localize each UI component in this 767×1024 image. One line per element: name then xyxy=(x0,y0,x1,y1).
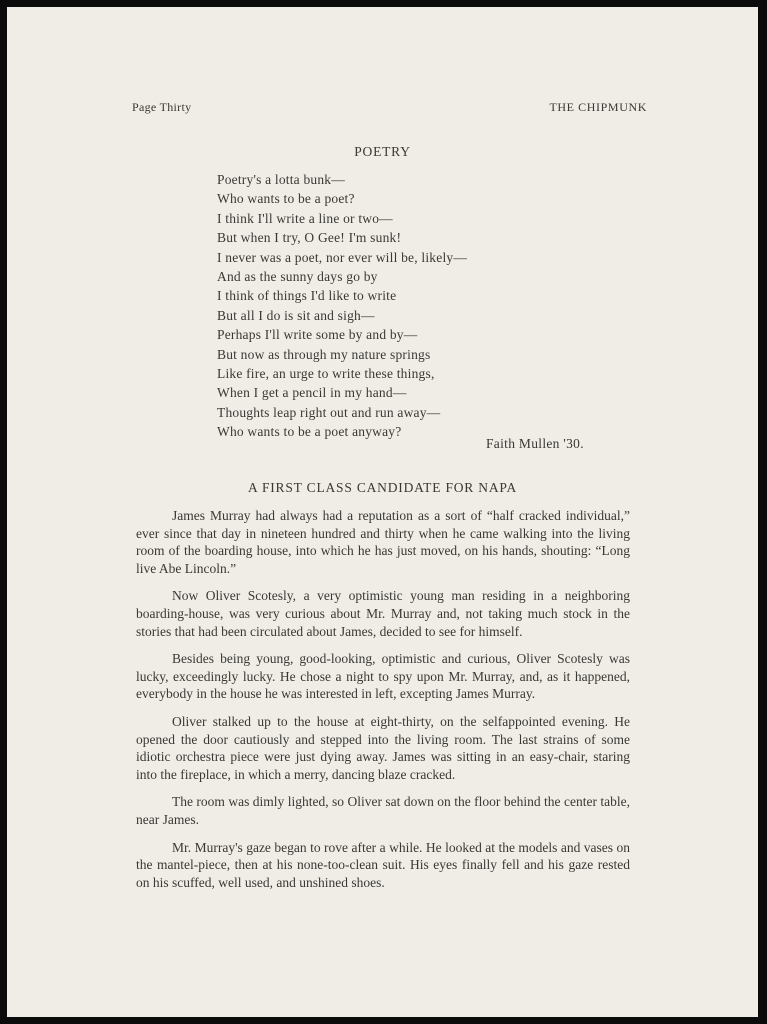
poem-line: Perhaps I'll write some by and by— xyxy=(217,327,418,343)
poem-line: Like fire, an urge to write these things, xyxy=(217,365,435,381)
story-paragraph: Mr. Murray's gaze began to rove after a while. He looked at the models and vases on the mantel-piece, then at his none-too-clean suit. His eyes finally fell and his gaze rested on his scuffed, well used, and unshined shoes. xyxy=(136,839,630,890)
page xyxy=(7,7,758,1017)
poem-body xyxy=(217,170,467,441)
poem-title: POETRY xyxy=(354,144,411,159)
story-paragraph: Now Oliver Scotesly, a very optimistic young man residing in a neighboring boarding-house, was very curious about Mr. Murray and, not taking much stock in the stories that had been circulated about James, decided to see for himself. xyxy=(136,588,630,639)
story-paragraph: Besides being young, good-looking, optimistic and curious, Oliver Scotesly was lucky, exceedingly lucky. He chose a night to spy upon Mr. Murray, and, as it happened, everybody in the house he was interested in left, excepting James Murray. xyxy=(136,651,630,702)
poem-line: Who wants to be a poet anyway? xyxy=(217,424,402,440)
publication-title-header: THE CHIPMUNK xyxy=(549,100,647,114)
poem-line: When I get a pencil in my hand— xyxy=(217,385,407,401)
poem-line: I never was a poet, nor ever will be, likely— xyxy=(217,249,468,265)
story-paragraph: Oliver stalked up to the house at eight-thirty, on the selfappointed evening. He opened the door cautiously and stepped into the living room. The last strains of some idiotic orchestra piece were just dying away. James was sitting in an easy-chair, staring into the fireplace, in which a merry, dancing blaze cracked. xyxy=(136,713,630,782)
poem-line: And as the sunny days go by xyxy=(217,268,378,284)
story-body xyxy=(136,507,630,901)
story-paragraph: The room was dimly lighted, so Oliver sat down on the floor behind the center table, near James. xyxy=(136,794,630,827)
poem-line: Who wants to be a poet? xyxy=(217,191,355,207)
story-paragraph: James Murray had always had a reputation as a sort of “half cracked individual,” ever since that day in nineteen hundred and thirty when he came walking into the living room of the boarding house, into which he has just moved, on his hands, shouting: “Long live Abe Lincoln.” xyxy=(136,508,630,576)
page-number-header: Page Thirty xyxy=(132,100,192,114)
poem-line: I think I'll write a line or two— xyxy=(217,210,393,226)
story-title: A FIRST CLASS CANDIDATE FOR NAPA xyxy=(247,480,518,495)
poem-line: But all I do is sit and sigh— xyxy=(217,307,375,323)
poem-line: But when I try, O Gee! I'm sunk! xyxy=(217,230,402,246)
poem-line: I think of things I'd like to write xyxy=(217,288,397,304)
poem-line: But now as through my nature springs xyxy=(217,346,431,362)
poem-line: Thoughts leap right out and run away— xyxy=(217,404,441,420)
poem-line: Poetry's a lotta bunk— xyxy=(217,172,345,187)
poem-author: Faith Mullen '30. xyxy=(486,436,584,451)
